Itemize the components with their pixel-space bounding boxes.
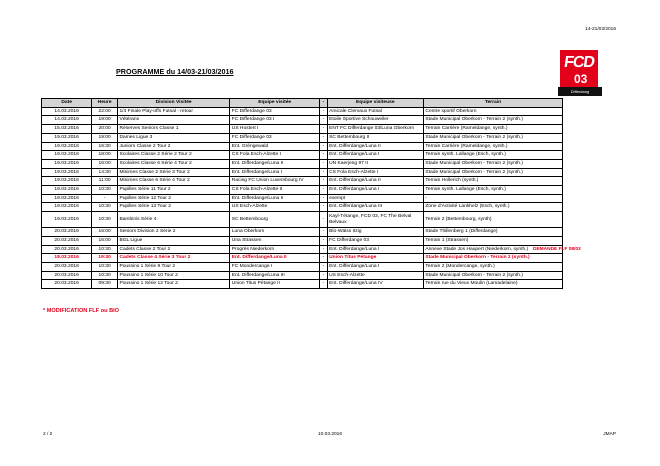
cell-separator: - xyxy=(320,168,327,177)
cell-home-team: SC Bettembourg xyxy=(230,212,320,228)
table-row xyxy=(42,245,563,254)
cell-date: 19.03.2016 xyxy=(42,142,92,151)
footer-date: 10.03.2016 xyxy=(318,432,343,437)
cell-time: 16:00 xyxy=(92,236,118,245)
cell-separator: - xyxy=(320,142,327,151)
cell-away-team: FC Differdange 03 xyxy=(327,236,423,245)
page-title: PROGRAMME du 14/03-21/03/2016 xyxy=(116,67,234,76)
table-row xyxy=(42,280,563,289)
cell-division: Minimes Classe 6 Série 4 Tour 2 xyxy=(117,177,229,186)
cell-away-team: CS Fola Esch-Alzette I xyxy=(327,168,423,177)
cell-away-team: Ent. Differdange/Luna I xyxy=(327,151,423,160)
cell-venue: Terrain synth. Lallange (Esch, synth.) xyxy=(423,151,562,160)
cell-date: 19.03.2016 xyxy=(42,212,92,228)
table-row xyxy=(42,254,563,263)
cell-division: Cadets Classe 4 Série 3 Tour 2 xyxy=(117,254,229,263)
cell-venue: Terrain Carrière (Rameldange, synth.) xyxy=(423,125,562,134)
cell-date: 19.03.2016 xyxy=(42,186,92,195)
cell-venue: Terrain rue du Vieux Moulin (Lamadelaine) xyxy=(423,280,562,289)
cell-venue: Terrain Carrière (Rameldange, synth.) xyxy=(423,142,562,151)
cell-home-team: Ent. Differdange/Luna III xyxy=(230,271,320,280)
cell-time: - xyxy=(92,194,118,203)
cell-away-team: Kayl-Tétange, FCD 03, FC The Belval Belvaux xyxy=(327,212,423,228)
cell-separator: - xyxy=(320,151,327,160)
table-row xyxy=(42,186,563,195)
cell-home-team: US Esch-Alzette xyxy=(230,203,320,212)
cell-venue: - xyxy=(423,194,562,203)
cell-time: 10:30 xyxy=(92,186,118,195)
cell-separator: - xyxy=(320,159,327,168)
cell-division: Scolaires Classe 2 Série 2 Tour 2 xyxy=(117,151,229,160)
cell-date: 14.03.2016 xyxy=(42,107,92,116)
table-row xyxy=(42,177,563,186)
footer-page: 2 / 2 xyxy=(43,432,53,437)
cell-venue: Stade Municipal Oberkorn - Terrain 2 (synth.) xyxy=(423,159,562,168)
cell-division: Scolaires Classe 6 Série 4 Tour 2 xyxy=(117,159,229,168)
cell-venue: Zone d'Activité Lankhelz (Esch, synth.) xyxy=(423,203,562,212)
cell-home-team: US Hostert I xyxy=(230,125,320,134)
cell-division: Réserves Seniors Classe 1 xyxy=(117,125,229,134)
cell-venue: Terrain 2 (Bettembourg, synth) xyxy=(423,212,562,228)
cell-division: BGL Ligue xyxy=(117,236,229,245)
cell-separator: - xyxy=(320,245,327,254)
cell-venue: Stade Municipal Oberkorn - Terrain 2 (synth.) xyxy=(423,168,562,177)
cell-division: Seniors Division 2 Série 2 xyxy=(117,228,229,237)
cell-date: 19.03.2016 xyxy=(42,133,92,142)
logo-year: 03 xyxy=(574,72,588,86)
table-row xyxy=(42,212,563,228)
cell-home-team: FC Mondercange I xyxy=(230,262,320,271)
cell-date: 15.03.2016 xyxy=(42,125,92,134)
cell-date: 20.03.2016 xyxy=(42,236,92,245)
table-row xyxy=(42,159,563,168)
cell-away-team: Blo-Wäiss Itzig xyxy=(327,228,423,237)
cell-venue: Terrain 1 (Strassen) xyxy=(423,236,562,245)
cell-away-team: US Esch-Alzette xyxy=(327,271,423,280)
cell-separator: - xyxy=(320,236,327,245)
cell-separator: - xyxy=(320,194,327,203)
cell-separator: - xyxy=(320,107,327,116)
club-logo xyxy=(558,50,604,98)
cell-home-team: FC Differdange 03 xyxy=(230,107,320,116)
cell-time: 09:30 xyxy=(92,280,118,289)
cell-home-team: Luna Oberkorn xyxy=(230,228,320,237)
cell-division: 1/4 Finale Play-offs Futsal - retour xyxy=(117,107,229,116)
table-row xyxy=(42,203,563,212)
cell-separator: - xyxy=(320,271,327,280)
cell-date: 20.03.2016 xyxy=(42,262,92,271)
side-note: DEMANDE FLF 08/03 xyxy=(533,247,581,252)
table-row xyxy=(42,194,563,203)
cell-separator: - xyxy=(320,186,327,195)
col-division: Division Visitée xyxy=(117,99,229,108)
table-row xyxy=(42,262,563,271)
cell-division: Bambinis Série 4 xyxy=(117,212,229,228)
cell-home-team: Ent. Differdange/Luna II xyxy=(230,194,320,203)
table-row xyxy=(42,116,563,125)
cell-division: Poussins 1 Série 9 Tour 2 xyxy=(117,262,229,271)
cell-away-team: Etoile Sportive Schouweiler xyxy=(327,116,423,125)
cell-date: 14.03.2016 xyxy=(42,116,92,125)
cell-home-team: FC Differdange 03 I xyxy=(230,116,320,125)
cell-time: 11:00 xyxy=(92,177,118,186)
table-row xyxy=(42,133,563,142)
cell-date: 19.03.2016 xyxy=(42,203,92,212)
cell-time: 10:30 xyxy=(92,212,118,228)
cell-division: Cadets Classe 2 Tour 2 xyxy=(117,245,229,254)
schedule-body xyxy=(42,107,563,288)
cell-venue: Terrain synth. Lallange (Esch, synth.) xyxy=(423,186,562,195)
cell-separator: - xyxy=(320,125,327,134)
cell-date: 19.03.2016 xyxy=(42,168,92,177)
col-separator: - xyxy=(320,99,327,108)
cell-date: 19.03.2016 xyxy=(42,159,92,168)
cell-division: Poussins 1 Série 10 Tour 2 xyxy=(117,271,229,280)
col-venue: Terrain xyxy=(423,99,562,108)
cell-separator: - xyxy=(320,212,327,228)
cell-away-team: Amicale Clervaux Futsal xyxy=(327,107,423,116)
cell-venue: Stade Municipal Oberkorn - Terrain 2 (synth.) xyxy=(423,133,562,142)
cell-separator: - xyxy=(320,228,327,237)
cell-date: 19.03.2016 xyxy=(42,194,92,203)
cell-away-team: UN Kaerjeng 97 II xyxy=(327,159,423,168)
logo-badge xyxy=(560,50,598,88)
cell-home-team: Ent. Gréngewald xyxy=(230,142,320,151)
table-row xyxy=(42,168,563,177)
cell-venue: Stade Municipal Oberkorn - Terrain 2 (synth.) xyxy=(423,254,562,263)
cell-division: Vétérans xyxy=(117,116,229,125)
cell-home-team: Ent. Differdange/Luna II xyxy=(230,254,320,263)
cell-time: 10:30 xyxy=(92,203,118,212)
cell-home-team: CS Fola Esch-Alzette I xyxy=(230,151,320,160)
logo-strip: Differdang xyxy=(558,87,602,96)
cell-home-team: Racing FC Union Luxembourg IV xyxy=(230,177,320,186)
cell-time: 18:00 xyxy=(92,151,118,160)
cell-time: 10:30 xyxy=(92,271,118,280)
logo-letters: FCD xyxy=(562,54,596,71)
col-date: Date xyxy=(42,99,92,108)
cell-away-team: Ent. Differdange/Luna II xyxy=(327,177,423,186)
cell-home-team: Ent. Differdange/Luna II xyxy=(230,159,320,168)
cell-separator: - xyxy=(320,203,327,212)
cell-venue: Centre sportif Oberkorn xyxy=(423,107,562,116)
cell-venue: Terrain 2 (Mondercange, synth.) xyxy=(423,262,562,271)
cell-away-team: exempt xyxy=(327,194,423,203)
cell-venue: Terrain Hollerich (synth.) xyxy=(423,177,562,186)
cell-time: 20:00 xyxy=(92,125,118,134)
cell-separator: - xyxy=(320,254,327,263)
cell-separator: - xyxy=(320,133,327,142)
table-row xyxy=(42,271,563,280)
cell-division: Poussins 1 Série 12 Tour 2 xyxy=(117,280,229,289)
cell-separator: - xyxy=(320,280,327,289)
cell-time: 19:30 xyxy=(92,254,118,263)
cell-home-team: FC Differdange 03 xyxy=(230,133,320,142)
col-home-team: Equipe visitée xyxy=(230,99,320,108)
cell-date: 20.03.2016 xyxy=(42,245,92,254)
footer-author: JMAP xyxy=(603,432,616,437)
cell-time: 16:30 xyxy=(92,142,118,151)
cell-away-team: ENT FC Differdange 03/Luna Oberkorn xyxy=(327,125,423,134)
schedule-table xyxy=(41,98,563,289)
cell-time: 19:00 xyxy=(92,116,118,125)
cell-division: Minimes Classe 2 Série 3 Tour 2 xyxy=(117,168,229,177)
cell-away-team: Ent. Differdange/Luna IV xyxy=(327,280,423,289)
cell-away-team: Union Titus Pétange xyxy=(327,254,423,263)
modification-note: * MODIFICATION FLF ou BIO xyxy=(43,308,120,314)
cell-separator: - xyxy=(320,116,327,125)
table-row xyxy=(42,236,563,245)
col-away-team: Equipe visiteuse xyxy=(327,99,423,108)
table-row xyxy=(42,228,563,237)
cell-home-team: Ent. Differdange/Luna I xyxy=(230,168,320,177)
cell-away-team: Ent. Differdange/Luna I xyxy=(327,245,423,254)
cell-away-team: Ent. Differdange/Luna I xyxy=(327,262,423,271)
cell-venue: Annexe Stade Jos Haupert (Niederkorn, synth.) xyxy=(423,245,562,254)
cell-home-team: Progrès Niederkorn xyxy=(230,245,320,254)
cell-division: Juniors Classe 2 Tour 2 xyxy=(117,142,229,151)
cell-venue: Stade Thillenberg 1 (Differdange) xyxy=(423,228,562,237)
cell-division: Pupilles Série 11 Tour 2 xyxy=(117,186,229,195)
cell-away-team: Ent. Differdange/Luna II xyxy=(327,142,423,151)
cell-home-team: Una Strassen xyxy=(230,236,320,245)
cell-date: 19.03.2016 xyxy=(42,177,92,186)
table-row xyxy=(42,151,563,160)
cell-time: 22:00 xyxy=(92,107,118,116)
cell-venue: Stade Municipal Oberkorn - Terrain 2 (synth.) xyxy=(423,116,562,125)
cell-division: Dames Ligue 3 xyxy=(117,133,229,142)
cell-division: Pupilles Série 13 Tour 2 xyxy=(117,203,229,212)
cell-home-team: CS Fola Esch-Alzette II xyxy=(230,186,320,195)
cell-time: 16:00 xyxy=(92,159,118,168)
col-time: Heure xyxy=(92,99,118,108)
cell-date: 19.03.2016 xyxy=(42,151,92,160)
cell-time: 14:30 xyxy=(92,168,118,177)
table-row xyxy=(42,125,563,134)
cell-home-team: Union Titus Pétange II xyxy=(230,280,320,289)
table-row xyxy=(42,107,563,116)
cell-date: 20.03.2016 xyxy=(42,271,92,280)
table-header-row xyxy=(42,99,563,108)
cell-time: 19:00 xyxy=(92,133,118,142)
cell-date: 18.03.2016 xyxy=(42,254,92,263)
cell-away-team: Ent. Differdange/Luna III xyxy=(327,203,423,212)
cell-venue: Stade Municipal Oberkorn - Terrain 2 (synth.) xyxy=(423,271,562,280)
cell-date: 20.03.2016 xyxy=(42,280,92,289)
cell-time: 10:30 xyxy=(92,245,118,254)
cell-separator: - xyxy=(320,262,327,271)
cell-division: Pupilles Série 12 Tour 2 xyxy=(117,194,229,203)
table-row xyxy=(42,142,563,151)
cell-date: 20.03.2016 xyxy=(42,228,92,237)
cell-time: 16:00 xyxy=(92,228,118,237)
cell-away-team: Ent. Differdange/Luna I xyxy=(327,186,423,195)
cell-time: 10:30 xyxy=(92,262,118,271)
page-date: 14-21/03/2016 xyxy=(585,27,616,32)
cell-separator: - xyxy=(320,177,327,186)
cell-away-team: SC Bettembourg II xyxy=(327,133,423,142)
